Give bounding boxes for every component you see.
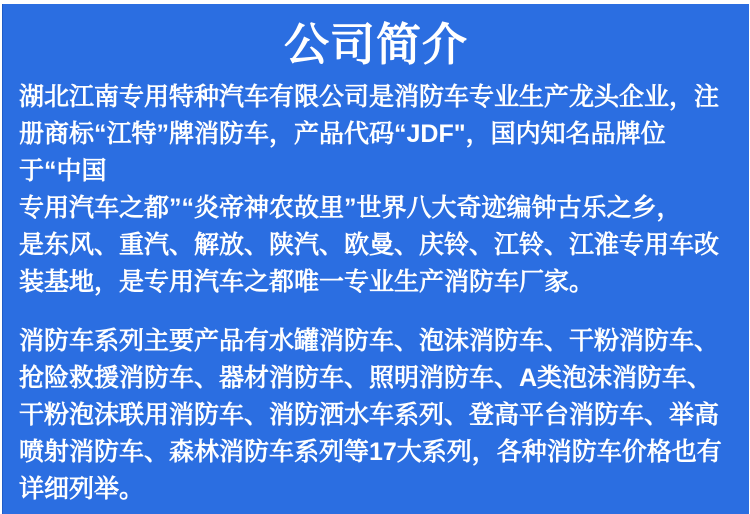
text-line: 详细列举。 [19,475,145,503]
text-line: 消防车系列主要产品有水罐消防车、泡沫消防车、干粉消防车、 [19,327,720,355]
intro-paragraph-2 [19,323,733,508]
page-title: 公司简介 [283,19,468,70]
text-line: 是东风、重汽、解放、陕汽、欧曼、庆铃、江铃、江淮专用车改 [19,231,720,259]
text-line: 湖北江南专用特种汽车有限公司是消防车专业生产龙头企业，注 [19,83,720,111]
intro-paragraph-1 [19,79,733,301]
text-line: 册商标“江特”牌消防车，产品代码“JDF"，国内知名品牌位 [19,120,666,148]
text-line: 装基地，是专用汽车之都唯一专业生产消防车厂家。 [19,268,595,296]
text-line: 干粉泡沫联用消防车、消防洒水车系列、登高平台消防车、举高 [19,401,720,429]
text-line: 喷射消防车、森林消防车系列等17大系列，各种消防车价格也有 [19,438,722,466]
text-line: 抢险救援消防车、器材消防车、照明消防车、A类泡沫消防车、 [19,364,713,392]
text-line: 于“中国 [19,157,107,185]
company-intro-panel [2,4,749,514]
text-line: 专用汽车之都”“炎帝神农故里”世界八大奇迹编钟古乐之乡， [19,194,682,222]
intro-content [3,79,749,508]
